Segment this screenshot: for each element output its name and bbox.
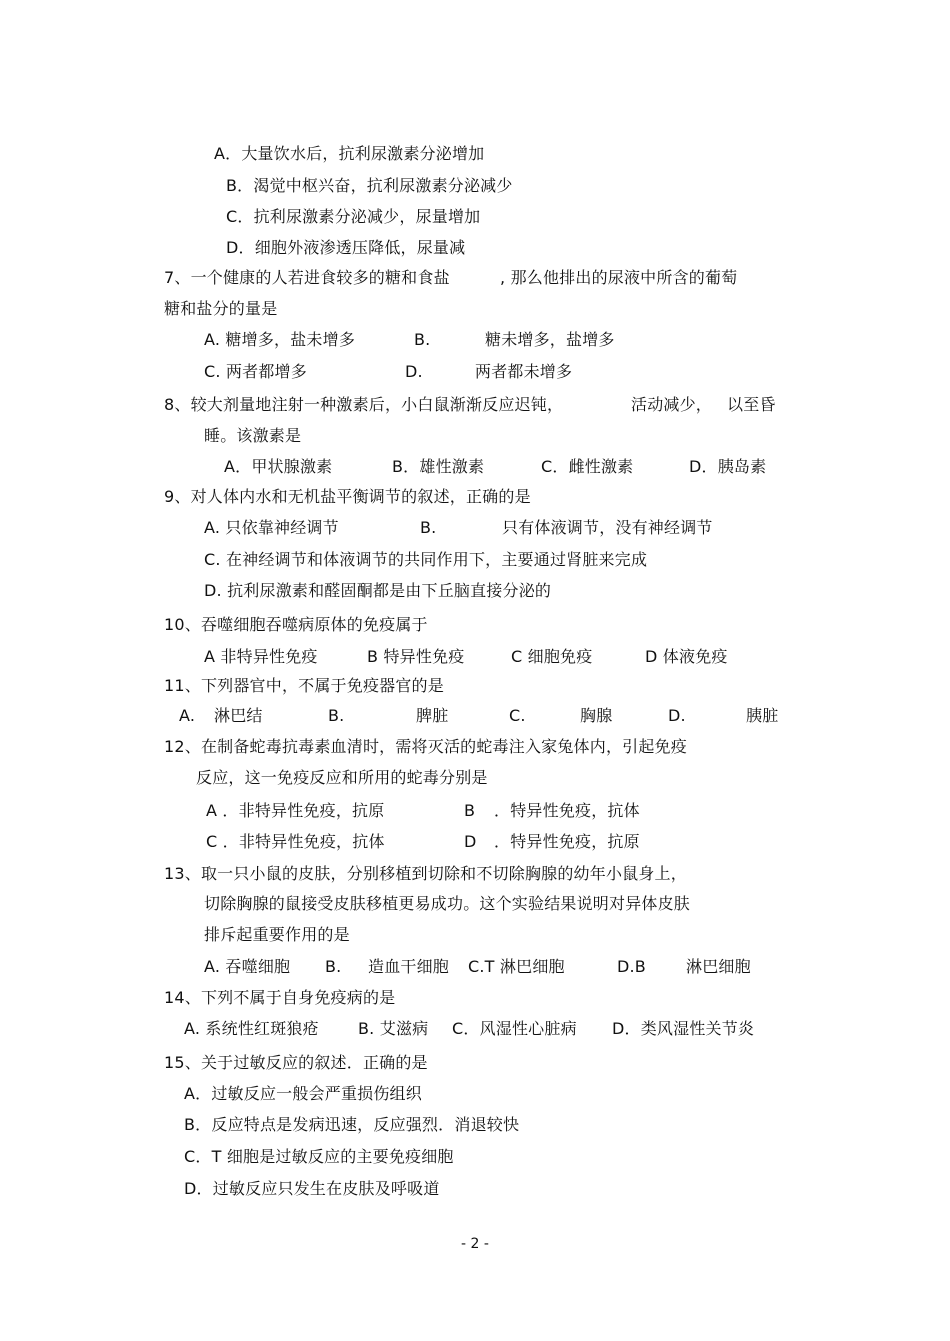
- q12-option-c: C ．非特异性免疫，抗体: [206, 832, 385, 851]
- q11-option-b-text: 脾脏: [416, 706, 449, 725]
- q9-option-d: D. 抗利尿激素和醛固酮都是由下丘脑直接分泌的: [204, 581, 552, 600]
- q6-option-c: C．抗利尿激素分泌减少，尿量增加: [226, 207, 481, 226]
- q10-option-c: C 细胞免疫: [511, 647, 593, 666]
- q15-option-a: A．过敏反应一般会严重损伤组织: [184, 1084, 422, 1103]
- q13-option-d-text: 淋巴细胞: [686, 957, 751, 976]
- q13-option-a: A. 吞噬细胞: [204, 957, 291, 976]
- q8-option-b: B．雄性激素: [392, 457, 485, 476]
- q14-option-c: C．风湿性心脏病: [452, 1019, 577, 1038]
- q13-stem-line1: 13、取一只小鼠的皮肤，分别移植到切除和不切除胸腺的幼年小鼠身上，: [164, 864, 687, 883]
- q13-option-b-text: 造血干细胞: [368, 957, 450, 976]
- q6-option-d: D．细胞外液渗透压降低，尿量减: [226, 238, 466, 257]
- q15-option-b: B．反应特点是发病迅速，反应强烈．消退较快: [184, 1115, 520, 1134]
- q14-stem: 14、下列不属于自身免疫病的是: [164, 988, 396, 1007]
- q6-option-b: B．渴觉中枢兴奋，抗利尿激素分泌减少: [226, 176, 513, 195]
- q7-option-d-text: 两者都未增多: [475, 362, 573, 381]
- q13-option-b-label: B.: [325, 957, 342, 976]
- q10-stem: 10、吞噬细胞吞噬病原体的免疫属于: [164, 615, 428, 634]
- q13-option-d-label: D.B: [617, 957, 646, 976]
- q7-stem-part1: 7、一个健康的人若进食较多的糖和食盐: [164, 268, 450, 287]
- q6-option-a: A．大量饮水后，抗利尿激素分泌增加: [214, 144, 485, 163]
- q15-option-c: C．T 细胞是过敏反应的主要免疫细胞: [184, 1147, 454, 1166]
- q9-option-b-label: B.: [420, 518, 437, 537]
- q12-option-d-text: ．特异性免疫，抗原: [494, 832, 640, 851]
- q11-option-c-text: 胸腺: [580, 706, 613, 725]
- q9-option-b-text: 只有体液调节，没有神经调节: [502, 518, 713, 537]
- q7-option-b-label: B.: [414, 330, 431, 349]
- q12-stem-line2: 反应，这一免疫反应和所用的蛇毒分别是: [196, 768, 488, 787]
- q11-option-d-label: D.: [668, 706, 686, 725]
- q8-stem-part1: 8、较大剂量地注射一种激素后，小白鼠渐渐反应迟钝，: [164, 395, 564, 414]
- q8-option-d: D．胰岛素: [689, 457, 767, 476]
- q12-stem-line1: 12、在制备蛇毒抗毒素血清时，需将灭活的蛇毒注入家兔体内，引起免疫: [164, 737, 687, 756]
- q11-stem: 11、下列器官中，不属于免疫器官的是: [164, 676, 444, 695]
- q12-option-d-label: D: [464, 832, 477, 851]
- q7-option-d-label: D.: [405, 362, 423, 381]
- q15-option-d: D．过敏反应只发生在皮肤及呼吸道: [184, 1179, 440, 1198]
- q7-option-b-text: 糖未增多，盐增多: [485, 330, 615, 349]
- q13-stem-line3: 排斥起重要作用的是: [204, 925, 350, 944]
- page-number: - 2 -: [461, 1236, 489, 1252]
- q12-option-b-text: ．特异性免疫，抗体: [494, 801, 640, 820]
- q13-stem-line2: 切除胸腺的鼠接受皮肤移植更易成功。这个实验结果说明对异体皮肤: [204, 894, 691, 913]
- q15-stem: 15、关于过敏反应的叙述．正确的是: [164, 1053, 428, 1072]
- q10-option-d: D 体液免疫: [645, 647, 728, 666]
- q8-option-a: A．甲状腺激素: [224, 457, 333, 476]
- q7-stem-part2: , 那么他排出的尿液中所含的葡萄: [500, 268, 738, 287]
- q8-option-c: C．雌性激素: [541, 457, 634, 476]
- q8-stem-part2: 活动减少，: [631, 395, 713, 414]
- q7-option-c: C. 两者都增多: [204, 362, 307, 381]
- q7-option-a: A. 糖增多，盐未增多: [204, 330, 356, 349]
- q11-option-d-text: 胰脏: [746, 706, 779, 725]
- q11-option-c-label: C.: [509, 706, 526, 725]
- q7-stem-line2: 糖和盐分的量是: [164, 299, 278, 318]
- q10-option-a: A 非特异性免疫: [204, 647, 318, 666]
- q8-stem-line2: 睡。该激素是: [204, 426, 302, 445]
- q11-option-a-text: 淋巴结: [214, 706, 263, 725]
- q11-option-b-label: B.: [328, 706, 345, 725]
- q9-option-a: A. 只依靠神经调节: [204, 518, 339, 537]
- q14-option-b: B. 艾滋病: [358, 1019, 429, 1038]
- q11-option-a-label: A.: [179, 706, 196, 725]
- q13-option-c: C.T 淋巴细胞: [468, 957, 565, 976]
- q9-stem: 9、对人体内水和无机盐平衡调节的叙述，正确的是: [164, 487, 531, 506]
- q14-option-a: A. 系统性红斑狼疮: [184, 1019, 319, 1038]
- q12-option-b-label: B: [464, 801, 476, 820]
- q8-stem-part3: 以至昏: [727, 395, 776, 414]
- q14-option-d: D．类风湿性关节炎: [612, 1019, 755, 1038]
- q10-option-b: B 特异性免疫: [367, 647, 465, 666]
- q9-option-c: C. 在神经调节和体液调节的共同作用下，主要通过肾脏来完成: [204, 550, 648, 569]
- q12-option-a: A ．非特异性免疫，抗原: [206, 801, 385, 820]
